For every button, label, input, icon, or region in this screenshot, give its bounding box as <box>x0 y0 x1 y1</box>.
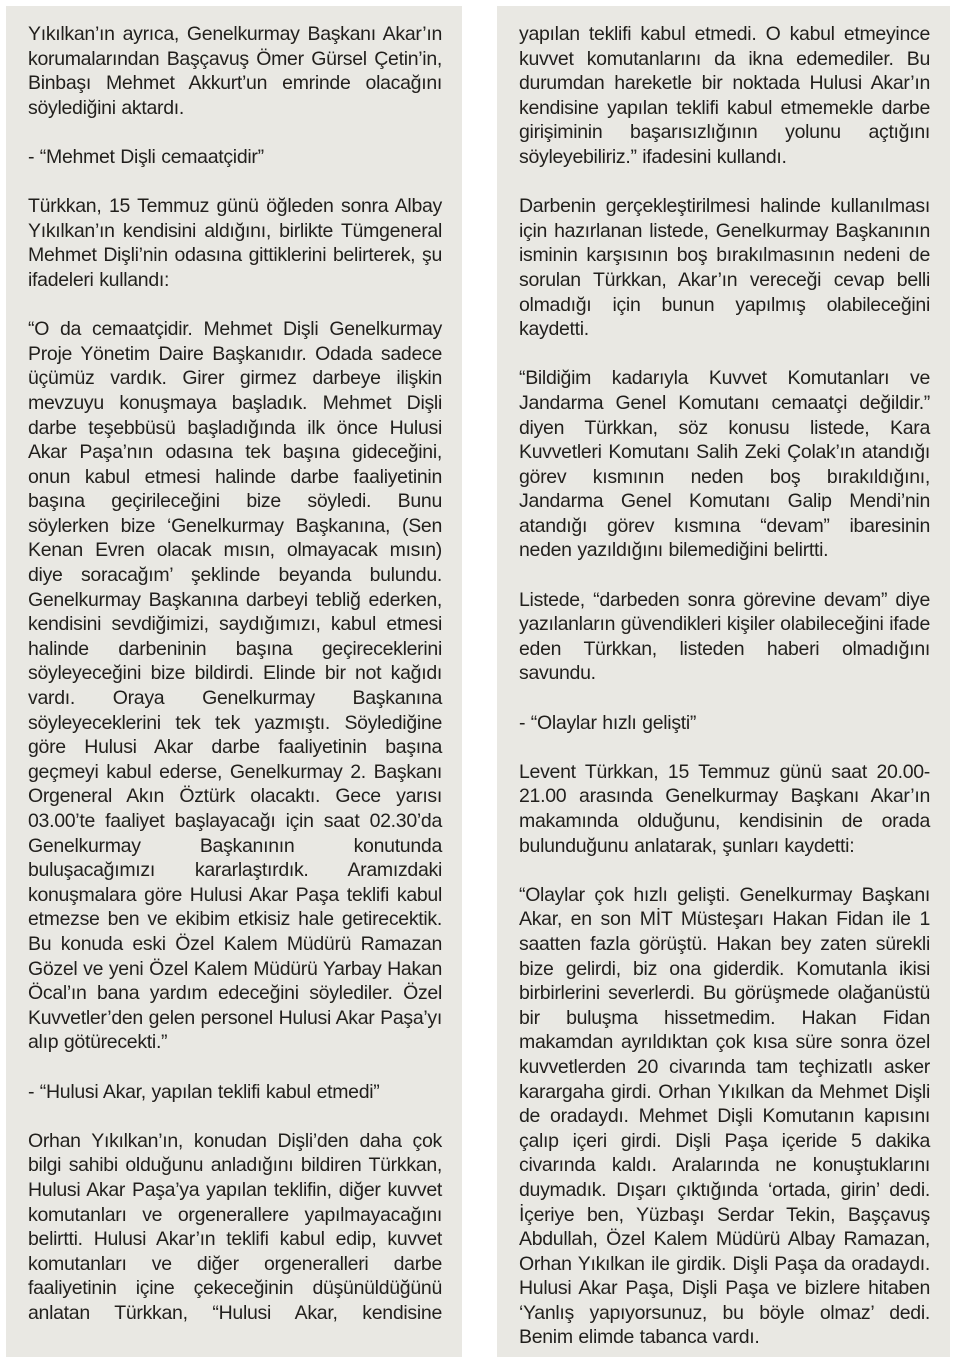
section-subheading: - “Mehmet Dişli cemaatçidir” <box>28 145 264 168</box>
article-paragraph: Darbenin gerçekleştirilmesi halinde kullanılması için hazırlanan listede, Genelkurmay Başkanının isminin karşısının boş bırakılmasının nedeni de sorulan Türkkan, Akar’ın vereceği cevap belli olmadığı için bunun yapılmış olabileceğini kaydetti. <box>519 195 930 341</box>
article-paragraph: Listede, “darbeden sonra görevine devam” diye yazılanların güvendikleri kişiler olabileceğini ifade eden Türkkan, listeden haberi olmadığını savundu. <box>519 588 930 685</box>
article-column-right <box>497 6 950 1357</box>
article-paragraph: Türkkan, 15 Temmuz günü öğleden sonra Albay Yıkılkan’ın kendisini aldığını, birlikte Tümgeneral Mehmet Dişli’nin odasına gittiklerini belirterek, şu ifadeleri kullandı: <box>28 195 442 291</box>
article-paragraph: Yıkılkan’ın ayrıca, Genelkurmay Başkanı Akar’ın korumalarından Başçavuş Ömer Gürsel Çetin’in, Binbaşı Mehmet Akkurt’un emrinde olacağını söylediğini aktardı. <box>28 23 442 119</box>
article-column-left <box>6 6 462 1357</box>
article-paragraph: “Olaylar çok hızlı gelişti. Genelkurmay Başkanı Akar, en son MİT Müsteşarı Hakan Fidan ile 1 saatten fazla görüştü. Hakan bey zaten sürekli bize gelirdi, biz ona giderdik. Komutanla ikisi birbirlerini severlerdi. Bu görüşmede olağanüstü bir buluşma hissetmedim. Hakan Fidan makamdan ayrıldıktan çok kısa süre sonra özel kuvvetlerden 20 civarında tam teçhizatlı asker karargaha girdi. Orhan Yıkılkan da Mehmet Dişli de oradaydı. Mehmet Dişli Komutanın kapısını çalıp içeri girdi. Dişli Paşa içeride 5 dakika civarında kaldı. Aralarında ne konuştuklarını duymadık. Dışarı çıktığında ‘ortada, girin’ dedi. İçeriye ben, Yüzbaşı Serdar Tekin, Başçavuş Abdullah, Özel Kalem Müdürü Albay Ramazan, Orhan Yıkılkan ile girdik. Dişli Paşa da oradaydı. Hulusi Akar Paşa, Dişli Paşa ve bizlere hitaben ‘Yanlış yapıyorsunuz, bu böyle olmaz’ dedi. Benim elimde tabanca vardı. <box>519 883 930 1349</box>
section-subheading: - “Olaylar hızlı gelişti” <box>519 711 697 734</box>
article-paragraph: yapılan teklifi kabul etmedi. O kabul etmeyince kuvvet komutanlarını da ikna edemediler. Bu durumdan hareketle bir noktada Hulusi Akar’ın kendisine yapılan teklifi kabul etmemekle darbe girişiminin başarısızlığının yolunu açtığını söyleyebiliriz.” ifadesini kullandı. <box>519 23 930 168</box>
section-subheading: - “Hulusi Akar, yapılan teklifi kabul etmedi” <box>28 1080 380 1103</box>
article-paragraph: “O da cemaatçidir. Mehmet Dişli Genelkurmay Proje Yönetim Daire Başkanıdır. Odada sadece üçümüz vardık. Girer girmez darbeye ilişkin mevzuyu konuşmaya başladık. Mehmet Dişli darbe teşebbüsü başladığında ilk önce Hulusi Akar Paşa’nın odasına tek başına gideceğini, onun kabul etmesi halinde darbe faaliyetinin başına geçirileceğini bize söyledi. Bunu söylerken bize ‘Genelkurmay Başkanına, (Sen Kenan Evren olacak mısın, olmayacak mısın) diye soracağım’ şeklinde beyanda bulundu. Genelkurmay Başkanına darbeyi tebliğ ederken, kendisini sevdiğimizi, saydığımızı, kabul etmesi halinde darbeninin başına geçireceklerini söyleyeceğini bize bildirdi. Elinde bir not kağıdı vardı. Oraya Genelkurmay Başkanına söyleyeceklerini tek tek yazmıştı. Söylediğine göre Hulusi Akar darbe faaliyetinin başına geçmeyi kabul ederse, Genelkurmay 2. Başkanı Orgeneral Akın Öztürk olacaktı. Gece yarısı 03.00’te faaliyet başlayacağı için saat 02.30’da Genelkurmay Başkanının konutunda buluşacağımızı kararlaştırdık. Aramızdaki konuşmalara göre Hulusi Akar Paşa teklifi kabul etmezse ben ve ekibim etkisiz hale getirecektik. Bu konuda eski Özel Kalem Müdürü Ramazan Gözel ve yeni Özel Kalem Müdürü Yarbay Hakan Öcal’ın bana yardım edeceğini söylediler. Özel Kuvvetler’den gelen personel Hulusi Akar Paşa’yı alıp götürecekti.” <box>28 318 442 1054</box>
article-paragraph: Orhan Yıkılkan’ın, konudan Dişli’den daha çok bilgi sahibi olduğunu anladığını bildiren Türkkan, Hulusi Akar Paşa’ya yapılan teklifin, diğer kuvvet komutanları ve orgenerallere yapılmayacağını belirtti. Hulusi Akar’ın teklifi kabul edip, kuvvet komutanları ve diğer orgeneralleri darbe faaliyetinin içine çekeceğinin düşünüldüğünü anlatan Türkkan, “Hulusi Akar, kendisine <box>28 1129 442 1324</box>
article-paragraph: “Bildiğim kadarıyla Kuvvet Komutanları ve Jandarma Genel Komutanı cemaatçi değildir.” diyen Türkkan, söz konusu listede, Kara Kuvvetleri Komutanı Salih Zeki Çolak’ın atandığı görev kısmının neden boş bırakıldığını, Jandarma Genel Komutanı Galip Mendi’nin atandığı görev kısmına “devam” ibaresinin neden yazıldığını bilemediğini belirtti. <box>519 367 930 562</box>
article-paragraph: Levent Türkkan, 15 Temmuz günü saat 20.00-21.00 arasında Genelkurmay Başkanı Akar’ın makamında olduğunu, kendisinin de orada bulunduğunu anlatarak, şunları kaydetti: <box>519 760 930 857</box>
